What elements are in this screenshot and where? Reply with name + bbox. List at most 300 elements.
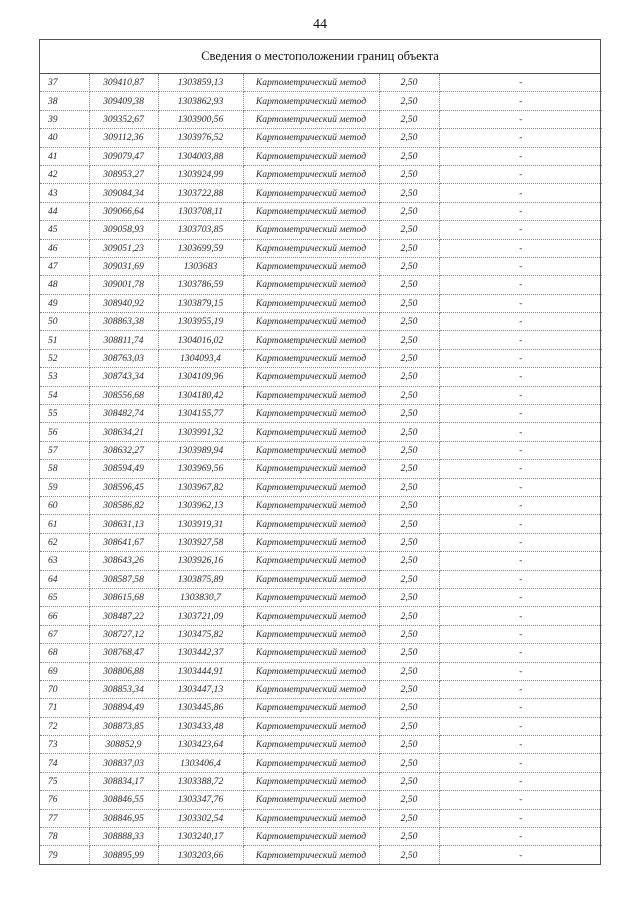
point-number-cell: 69 xyxy=(40,662,89,680)
y-coordinate-cell: 1303927,58 xyxy=(158,533,243,551)
table-row xyxy=(40,221,602,239)
method-cell: Картометрический метод xyxy=(243,129,379,147)
x-coordinate-cell: 308727,12 xyxy=(89,625,158,643)
note-cell: - xyxy=(439,496,602,514)
x-coordinate-cell: 308631,13 xyxy=(89,515,158,533)
method-cell: Картометрический метод xyxy=(243,607,379,625)
note-cell: - xyxy=(439,349,602,367)
table-row xyxy=(40,202,602,220)
y-coordinate-cell: 1303900,56 xyxy=(158,110,243,128)
point-number-cell: 44 xyxy=(40,202,89,220)
x-coordinate-cell: 308953,27 xyxy=(89,165,158,183)
accuracy-cell: 2,50 xyxy=(379,791,439,809)
method-cell: Картометрический метод xyxy=(243,331,379,349)
table-row xyxy=(40,533,602,551)
table-row xyxy=(40,570,602,588)
point-number-cell: 68 xyxy=(40,644,89,662)
method-cell: Картометрический метод xyxy=(243,386,379,404)
y-coordinate-cell: 1303683 xyxy=(158,257,243,275)
y-coordinate-cell: 1303721,09 xyxy=(158,607,243,625)
point-number-cell: 38 xyxy=(40,92,89,110)
table-row xyxy=(40,165,602,183)
point-number-cell: 59 xyxy=(40,478,89,496)
method-cell: Картометрический метод xyxy=(243,294,379,312)
method-cell: Картометрический метод xyxy=(243,625,379,643)
y-coordinate-cell: 1303388,72 xyxy=(158,772,243,790)
note-cell: - xyxy=(439,828,602,846)
y-coordinate-cell: 1303442,37 xyxy=(158,644,243,662)
y-coordinate-cell: 1303302,54 xyxy=(158,809,243,827)
table-row xyxy=(40,147,602,165)
method-cell: Картометрический метод xyxy=(243,74,379,92)
note-cell: - xyxy=(439,680,602,698)
point-number-cell: 41 xyxy=(40,147,89,165)
point-number-cell: 62 xyxy=(40,533,89,551)
x-coordinate-cell: 309112,36 xyxy=(89,129,158,147)
x-coordinate-cell: 308743,34 xyxy=(89,368,158,386)
method-cell: Картометрический метод xyxy=(243,717,379,735)
note-cell: - xyxy=(439,221,602,239)
table-row xyxy=(40,129,602,147)
note-cell: - xyxy=(439,184,602,202)
accuracy-cell: 2,50 xyxy=(379,313,439,331)
y-coordinate-cell: 1303919,31 xyxy=(158,515,243,533)
point-number-cell: 76 xyxy=(40,791,89,809)
note-cell: - xyxy=(439,644,602,662)
table-row xyxy=(40,313,602,331)
table-row xyxy=(40,607,602,625)
accuracy-cell: 2,50 xyxy=(379,386,439,404)
x-coordinate-cell: 309352,67 xyxy=(89,110,158,128)
y-coordinate-cell: 1303962,13 xyxy=(158,496,243,514)
y-coordinate-cell: 1303406,4 xyxy=(158,754,243,772)
boundary-table-sheet xyxy=(39,39,601,865)
note-cell: - xyxy=(439,736,602,754)
accuracy-cell: 2,50 xyxy=(379,478,439,496)
y-coordinate-cell: 1303703,85 xyxy=(158,221,243,239)
note-cell: - xyxy=(439,533,602,551)
y-coordinate-cell: 1303862,93 xyxy=(158,92,243,110)
accuracy-cell: 2,50 xyxy=(379,772,439,790)
x-coordinate-cell: 308940,92 xyxy=(89,294,158,312)
accuracy-cell: 2,50 xyxy=(379,607,439,625)
method-cell: Картометрический метод xyxy=(243,147,379,165)
accuracy-cell: 2,50 xyxy=(379,184,439,202)
accuracy-cell: 2,50 xyxy=(379,754,439,772)
note-cell: - xyxy=(439,405,602,423)
method-cell: Картометрический метод xyxy=(243,257,379,275)
accuracy-cell: 2,50 xyxy=(379,165,439,183)
x-coordinate-cell: 309001,78 xyxy=(89,276,158,294)
point-number-cell: 46 xyxy=(40,239,89,257)
note-cell: - xyxy=(439,92,602,110)
y-coordinate-cell: 1303722,88 xyxy=(158,184,243,202)
table-row xyxy=(40,405,602,423)
y-coordinate-cell: 1303926,16 xyxy=(158,552,243,570)
x-coordinate-cell: 309409,38 xyxy=(89,92,158,110)
method-cell: Картометрический метод xyxy=(243,809,379,827)
x-coordinate-cell: 308863,38 xyxy=(89,313,158,331)
y-coordinate-cell: 1303989,94 xyxy=(158,441,243,459)
point-number-cell: 63 xyxy=(40,552,89,570)
y-coordinate-cell: 1303976,52 xyxy=(158,129,243,147)
method-cell: Картометрический метод xyxy=(243,828,379,846)
y-coordinate-cell: 1303444,91 xyxy=(158,662,243,680)
x-coordinate-cell: 308586,82 xyxy=(89,496,158,514)
note-cell: - xyxy=(439,809,602,827)
note-cell: - xyxy=(439,552,602,570)
x-coordinate-cell: 308895,99 xyxy=(89,846,158,864)
note-cell: - xyxy=(439,423,602,441)
note-cell: - xyxy=(439,276,602,294)
note-cell: - xyxy=(439,478,602,496)
x-coordinate-cell: 309084,34 xyxy=(89,184,158,202)
x-coordinate-cell: 308768,47 xyxy=(89,644,158,662)
table-row xyxy=(40,460,602,478)
x-coordinate-cell: 308594,49 xyxy=(89,460,158,478)
y-coordinate-cell: 1303991,32 xyxy=(158,423,243,441)
point-number-cell: 45 xyxy=(40,221,89,239)
table-row xyxy=(40,368,602,386)
table-row xyxy=(40,294,602,312)
x-coordinate-cell: 309410,87 xyxy=(89,74,158,92)
x-coordinate-cell: 308763,03 xyxy=(89,349,158,367)
method-cell: Картометрический метод xyxy=(243,515,379,533)
point-number-cell: 39 xyxy=(40,110,89,128)
note-cell: - xyxy=(439,110,602,128)
note-cell: - xyxy=(439,147,602,165)
note-cell: - xyxy=(439,515,602,533)
note-cell: - xyxy=(519,849,523,861)
x-coordinate-cell: 309066,64 xyxy=(89,202,158,220)
method-cell: Картометрический метод xyxy=(243,772,379,790)
method-cell: Картометрический метод xyxy=(243,221,379,239)
y-coordinate-cell: 1304109,96 xyxy=(158,368,243,386)
accuracy-cell: 2,50 xyxy=(379,736,439,754)
table-row xyxy=(40,276,602,294)
note-cell: - xyxy=(439,772,602,790)
y-coordinate-cell: 1304003,88 xyxy=(158,147,243,165)
note-cell: - xyxy=(439,717,602,735)
x-coordinate-cell: 308596,45 xyxy=(89,478,158,496)
point-number-cell: 65 xyxy=(40,588,89,606)
point-number-cell: 47 xyxy=(40,257,89,275)
note-cell: - xyxy=(439,202,602,220)
y-coordinate-cell: 1303708,11 xyxy=(158,202,243,220)
accuracy-cell: 2,50 xyxy=(379,680,439,698)
accuracy-cell: 2,50 xyxy=(379,533,439,551)
point-number-cell: 79 xyxy=(40,846,89,864)
note-cell: - xyxy=(439,331,602,349)
method-cell: Картометрический метод xyxy=(243,552,379,570)
point-number-cell: 74 xyxy=(40,754,89,772)
accuracy-cell: 2,50 xyxy=(379,331,439,349)
method-cell: Картометрический метод xyxy=(243,368,379,386)
accuracy-cell: 2,50 xyxy=(379,699,439,717)
boundary-coordinates-table xyxy=(40,74,602,864)
table-row xyxy=(40,496,602,514)
point-number-cell: 55 xyxy=(40,405,89,423)
accuracy-cell: 2,50 xyxy=(379,552,439,570)
accuracy-cell: 2,50 xyxy=(379,717,439,735)
point-number-cell: 51 xyxy=(40,331,89,349)
y-coordinate-cell: 1303924,99 xyxy=(158,165,243,183)
point-number-cell: 56 xyxy=(40,423,89,441)
note-cell: - xyxy=(439,662,602,680)
accuracy-cell: 2,50 xyxy=(379,570,439,588)
y-coordinate-cell: 1303879,15 xyxy=(158,294,243,312)
x-coordinate-cell: 308615,68 xyxy=(89,588,158,606)
method-cell: Картометрический метод xyxy=(243,662,379,680)
table-row xyxy=(40,662,602,680)
point-number-cell: 60 xyxy=(40,496,89,514)
table-row xyxy=(40,828,602,846)
accuracy-cell: 2,50 xyxy=(379,828,439,846)
note-cell: - xyxy=(439,625,602,643)
point-number-cell: 42 xyxy=(40,165,89,183)
note-cell: - xyxy=(439,570,602,588)
table-row xyxy=(40,772,602,790)
table-row xyxy=(40,74,602,92)
accuracy-cell: 2,50 xyxy=(379,423,439,441)
method-cell: Картометрический метод xyxy=(243,239,379,257)
method-cell: Картометрический метод xyxy=(243,423,379,441)
method-cell: Картометрический метод xyxy=(243,184,379,202)
table-body xyxy=(40,74,602,864)
point-number-cell: 67 xyxy=(40,625,89,643)
note-cell: - xyxy=(439,129,602,147)
method-cell: Картометрический метод xyxy=(243,441,379,459)
method-cell: Картометрический метод xyxy=(243,276,379,294)
table-row xyxy=(40,552,602,570)
table-row xyxy=(40,809,602,827)
y-coordinate-cell: 1303875,89 xyxy=(158,570,243,588)
accuracy-cell: 2,50 xyxy=(379,441,439,459)
y-coordinate-cell: 1303203,66 xyxy=(158,846,243,864)
table-row xyxy=(40,791,602,809)
method-cell: Картометрический метод xyxy=(243,202,379,220)
x-coordinate-cell: 308846,95 xyxy=(89,809,158,827)
y-coordinate-cell: 1303423,64 xyxy=(158,736,243,754)
y-coordinate-cell: 1303830,7 xyxy=(158,588,243,606)
x-coordinate-cell: 308587,58 xyxy=(89,570,158,588)
method-cell: Картометрический метод xyxy=(243,92,379,110)
table-row xyxy=(40,736,602,754)
x-coordinate-cell: 308834,17 xyxy=(89,772,158,790)
accuracy-cell: 2,50 xyxy=(379,809,439,827)
point-number-cell: 49 xyxy=(40,294,89,312)
x-coordinate-cell: 309051,23 xyxy=(89,239,158,257)
y-coordinate-cell: 1303240,17 xyxy=(158,828,243,846)
table-row xyxy=(40,699,602,717)
x-coordinate-cell: 308641,67 xyxy=(89,533,158,551)
x-coordinate-cell: 308806,88 xyxy=(89,662,158,680)
y-coordinate-cell: 1304093,4 xyxy=(158,349,243,367)
table-row xyxy=(40,441,602,459)
accuracy-cell: 2,50 xyxy=(379,276,439,294)
note-cell: - xyxy=(439,441,602,459)
x-coordinate-cell: 309031,69 xyxy=(89,257,158,275)
x-coordinate-cell: 308894,49 xyxy=(89,699,158,717)
x-coordinate-cell: 308853,34 xyxy=(89,680,158,698)
y-coordinate-cell: 1303955,19 xyxy=(158,313,243,331)
point-number-cell: 61 xyxy=(40,515,89,533)
table-row xyxy=(40,588,602,606)
method-cell: Картометрический метод xyxy=(243,313,379,331)
note-cell: - xyxy=(439,257,602,275)
y-coordinate-cell: 1303786,59 xyxy=(158,276,243,294)
point-number-cell: 66 xyxy=(40,607,89,625)
accuracy-cell: 2,50 xyxy=(379,202,439,220)
method-cell: Картометрический метод xyxy=(243,165,379,183)
method-cell: Картометрический метод xyxy=(243,460,379,478)
note-cell: - xyxy=(439,588,602,606)
y-coordinate-cell: 1304180,42 xyxy=(158,386,243,404)
x-coordinate-cell: 308632,27 xyxy=(89,441,158,459)
x-coordinate-cell: 308482,74 xyxy=(89,405,158,423)
x-coordinate-cell: 308873,85 xyxy=(89,717,158,735)
y-coordinate-cell: 1304016,02 xyxy=(158,331,243,349)
method-cell: Картометрический метод xyxy=(243,846,379,864)
method-cell: Картометрический метод xyxy=(243,588,379,606)
accuracy-cell: 2,50 xyxy=(379,294,439,312)
note-cell: - xyxy=(439,165,602,183)
accuracy-cell: 2,50 xyxy=(379,368,439,386)
note-cell: - xyxy=(439,607,602,625)
method-cell: Картометрический метод xyxy=(243,644,379,662)
x-coordinate-cell: 309058,93 xyxy=(89,221,158,239)
page-number: 44 xyxy=(313,17,327,32)
table-row xyxy=(40,754,602,772)
method-cell: Картометрический метод xyxy=(243,496,379,514)
point-number-cell: 40 xyxy=(40,129,89,147)
method-cell: Картометрический метод xyxy=(243,736,379,754)
table-row xyxy=(40,478,602,496)
table-row xyxy=(40,717,602,735)
accuracy-cell: 2,50 xyxy=(379,460,439,478)
accuracy-cell: 2,50 xyxy=(379,257,439,275)
accuracy-cell: 2,50 xyxy=(379,349,439,367)
accuracy-cell: 2,50 xyxy=(379,74,439,92)
accuracy-cell: 2,50 xyxy=(379,496,439,514)
accuracy-cell: 2,50 xyxy=(379,129,439,147)
accuracy-cell: 2,50 xyxy=(379,405,439,423)
accuracy-cell: 2,50 xyxy=(379,92,439,110)
point-number-cell: 64 xyxy=(40,570,89,588)
table-row xyxy=(40,423,602,441)
note-cell: - xyxy=(439,754,602,772)
note-cell: - xyxy=(439,313,602,331)
method-cell: Картометрический метод xyxy=(243,478,379,496)
note-cell: - xyxy=(439,368,602,386)
note-cell: - xyxy=(439,294,602,312)
table-row xyxy=(40,644,602,662)
note-cell: - xyxy=(439,74,602,92)
y-coordinate-cell: 1303969,56 xyxy=(158,460,243,478)
point-number-cell: 71 xyxy=(40,699,89,717)
point-number-cell: 72 xyxy=(40,717,89,735)
x-coordinate-cell: 308888,33 xyxy=(89,828,158,846)
x-coordinate-cell: 308846,55 xyxy=(89,791,158,809)
point-number-cell: 52 xyxy=(40,349,89,367)
accuracy-cell: 2,50 xyxy=(379,644,439,662)
method-cell: Картометрический метод xyxy=(243,680,379,698)
point-number-cell: 50 xyxy=(40,313,89,331)
table-row xyxy=(40,846,602,864)
point-number-cell: 58 xyxy=(40,460,89,478)
method-cell: Картометрический метод xyxy=(243,110,379,128)
table-row xyxy=(40,680,602,698)
table-row xyxy=(40,92,602,110)
point-number-cell: 37 xyxy=(40,74,89,92)
y-coordinate-cell: 1303475,82 xyxy=(158,625,243,643)
point-number-cell: 43 xyxy=(40,184,89,202)
x-coordinate-cell: 308556,68 xyxy=(89,386,158,404)
point-number-cell: 73 xyxy=(40,736,89,754)
point-number-cell: 75 xyxy=(40,772,89,790)
point-number-cell: 48 xyxy=(40,276,89,294)
table-row xyxy=(40,257,602,275)
x-coordinate-cell: 308634,21 xyxy=(89,423,158,441)
y-coordinate-cell: 1303859,13 xyxy=(158,74,243,92)
point-number-cell: 78 xyxy=(40,828,89,846)
accuracy-cell: 2,50 xyxy=(379,239,439,257)
table-row xyxy=(40,239,602,257)
method-cell: Картометрический метод xyxy=(243,533,379,551)
note-cell: - xyxy=(439,460,602,478)
table-row xyxy=(40,386,602,404)
y-coordinate-cell: 1303699,59 xyxy=(158,239,243,257)
accuracy-cell: 2,50 xyxy=(379,588,439,606)
point-number-cell: 77 xyxy=(40,809,89,827)
x-coordinate-cell: 308837,03 xyxy=(89,754,158,772)
table-row xyxy=(40,349,602,367)
accuracy-cell: 2,50 xyxy=(379,846,439,864)
note-cell: - xyxy=(439,239,602,257)
accuracy-cell: 2,50 xyxy=(379,515,439,533)
table-row xyxy=(40,110,602,128)
y-coordinate-cell: 1303447,13 xyxy=(158,680,243,698)
point-number-cell: 54 xyxy=(40,386,89,404)
table-row xyxy=(40,625,602,643)
table-caption: Сведения о местоположении границ объекта xyxy=(40,40,600,74)
accuracy-cell: 2,50 xyxy=(379,221,439,239)
table-row xyxy=(40,331,602,349)
x-coordinate-cell: 308852,9 xyxy=(89,736,158,754)
note-cell: - xyxy=(439,386,602,404)
accuracy-cell: 2,50 xyxy=(379,147,439,165)
point-number-cell: 53 xyxy=(40,368,89,386)
y-coordinate-cell: 1303433,48 xyxy=(158,717,243,735)
point-number-cell: 57 xyxy=(40,441,89,459)
table-row xyxy=(40,184,602,202)
x-coordinate-cell: 308811,74 xyxy=(89,331,158,349)
table-row xyxy=(40,515,602,533)
accuracy-cell: 2,50 xyxy=(379,110,439,128)
method-cell: Картометрический метод xyxy=(243,699,379,717)
x-coordinate-cell: 308643,26 xyxy=(89,552,158,570)
y-coordinate-cell: 1303445,86 xyxy=(158,699,243,717)
accuracy-cell: 2,50 xyxy=(379,625,439,643)
method-cell: Картометрический метод xyxy=(243,405,379,423)
method-cell: Картометрический метод xyxy=(243,570,379,588)
y-coordinate-cell: 1303347,76 xyxy=(158,791,243,809)
point-number-cell: 70 xyxy=(40,680,89,698)
x-coordinate-cell: 308487,22 xyxy=(89,607,158,625)
accuracy-cell: 2,50 xyxy=(379,662,439,680)
note-cell: - xyxy=(439,699,602,717)
note-cell: - xyxy=(439,791,602,809)
